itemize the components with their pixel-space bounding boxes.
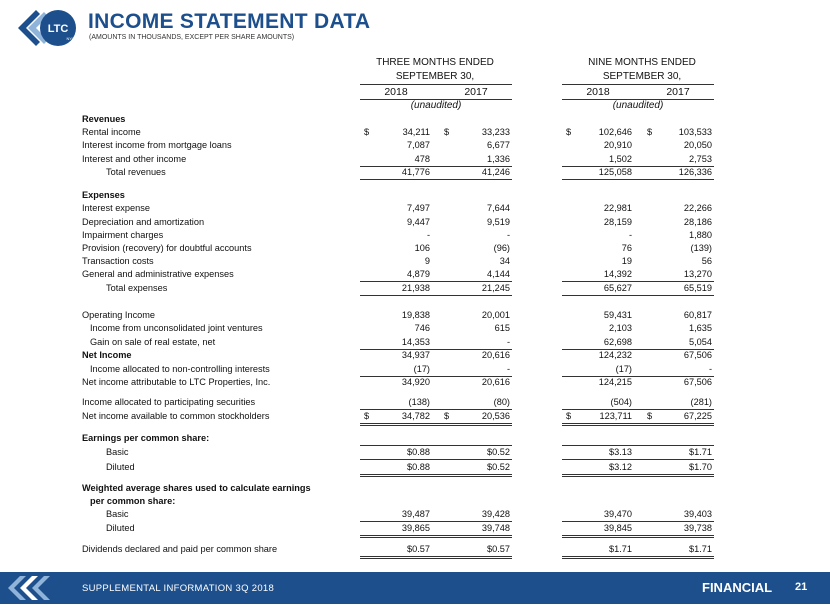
table-row bbox=[0, 322, 830, 335]
total-rule bbox=[562, 295, 714, 296]
row-label: Interest income from mortgage loans bbox=[82, 140, 232, 150]
total-rule bbox=[360, 474, 512, 475]
cell-value: 41,246 bbox=[481, 167, 510, 177]
cell-value: (96) bbox=[493, 243, 510, 253]
cell-value: - bbox=[708, 364, 712, 374]
cell-value: 39,403 bbox=[683, 509, 712, 519]
row-label: Transaction costs bbox=[82, 256, 154, 266]
cell-value: 28,159 bbox=[603, 217, 632, 227]
table-row bbox=[0, 482, 830, 495]
row-label: Depreciation and amortization bbox=[82, 217, 205, 227]
cell-value: 34,782 bbox=[401, 411, 430, 421]
cell-value: $0.52 bbox=[487, 447, 510, 457]
cell-value: (504) bbox=[610, 397, 632, 407]
row-label: Dividends declared and paid per common share bbox=[82, 544, 278, 554]
row-label: Rental income bbox=[82, 127, 141, 137]
cell-value: 2,753 bbox=[689, 154, 712, 164]
cell-value: 124,215 bbox=[598, 377, 632, 387]
total-rule bbox=[562, 459, 714, 460]
logo-text: LTC bbox=[47, 23, 69, 35]
unaudited-label: (unaudited) bbox=[410, 100, 462, 111]
cell-value: $3.13 bbox=[609, 447, 632, 457]
cell-value: 65,627 bbox=[603, 283, 632, 293]
table-row bbox=[0, 543, 830, 556]
table-row bbox=[0, 126, 830, 139]
cell-value: - bbox=[628, 230, 632, 240]
unaudited-label: (unaudited) bbox=[612, 100, 664, 111]
cell-value: $1.71 bbox=[689, 544, 712, 554]
row-label: Gain on sale of real estate, net bbox=[90, 337, 216, 347]
row-label: Interest expense bbox=[82, 203, 150, 213]
table-row bbox=[0, 396, 830, 409]
row-label: Income from unconsolidated joint ventures bbox=[90, 323, 263, 333]
header-rule bbox=[360, 84, 512, 85]
cell-value: 103,533 bbox=[678, 127, 712, 137]
cell-value: $1.71 bbox=[689, 447, 712, 457]
ltc-logo bbox=[14, 6, 80, 50]
row-label: Expenses bbox=[82, 190, 125, 200]
table-row bbox=[0, 153, 830, 166]
cell-value: 39,487 bbox=[401, 509, 430, 519]
cell-value: $3.12 bbox=[609, 462, 632, 472]
cell-value: 1,502 bbox=[609, 154, 632, 164]
row-label: Basic bbox=[106, 447, 129, 457]
cell-value: 106 bbox=[414, 243, 430, 253]
year-col-1: 2018 bbox=[384, 86, 408, 98]
cell-value: 615 bbox=[494, 323, 510, 333]
table-row bbox=[0, 113, 830, 126]
cell-value: 39,865 bbox=[401, 523, 430, 533]
table-row bbox=[0, 189, 830, 202]
cell-value: - bbox=[426, 230, 430, 240]
cell-value: $1.70 bbox=[689, 462, 712, 472]
cell-value: 62,698 bbox=[603, 337, 632, 347]
year-col-4: 2017 bbox=[666, 86, 690, 98]
cell-value: 19 bbox=[621, 256, 632, 266]
table-row bbox=[0, 495, 830, 508]
year-col-3: 2018 bbox=[586, 86, 610, 98]
cell-value: 7,497 bbox=[407, 203, 430, 213]
cell-value: (17) bbox=[615, 364, 632, 374]
cell-value: 33,233 bbox=[481, 127, 510, 137]
row-label: Weighted average shares used to calculate earnings bbox=[82, 483, 311, 493]
row-label: Total revenues bbox=[106, 167, 166, 177]
nine-months-header-line1: NINE MONTHS ENDED bbox=[588, 57, 696, 68]
cell-value: 123,711 bbox=[599, 411, 632, 421]
dollar-sign: $ bbox=[647, 411, 653, 421]
cell-value: 9,519 bbox=[487, 217, 510, 227]
row-label: Basic bbox=[106, 509, 129, 519]
cell-value: 39,738 bbox=[683, 523, 712, 533]
total-rule bbox=[360, 556, 512, 557]
cell-value: 5,054 bbox=[689, 337, 712, 347]
total-rule bbox=[562, 423, 714, 424]
cell-value: $0.88 bbox=[407, 447, 430, 457]
cell-value: - bbox=[506, 337, 510, 347]
cell-value: 34,937 bbox=[401, 350, 430, 360]
dollar-sign: $ bbox=[364, 411, 370, 421]
table-row bbox=[0, 255, 830, 268]
cell-value: 28,186 bbox=[683, 217, 712, 227]
nine-months-header-line2: SEPTEMBER 30, bbox=[602, 71, 682, 82]
cell-value: (281) bbox=[690, 397, 712, 407]
page-number: 21 bbox=[795, 581, 808, 593]
cell-value: 56 bbox=[701, 256, 712, 266]
cell-value: 65,519 bbox=[683, 283, 712, 293]
cell-value: 1,635 bbox=[689, 323, 712, 333]
cell-value: 34,211 bbox=[402, 127, 430, 137]
table-row bbox=[0, 349, 830, 362]
table-row bbox=[0, 268, 830, 281]
table-row bbox=[0, 336, 830, 349]
cell-value: 67,225 bbox=[683, 411, 712, 421]
cell-value: 20,616 bbox=[481, 377, 510, 387]
cell-value: 20,536 bbox=[481, 411, 510, 421]
cell-value: $1.71 bbox=[609, 544, 632, 554]
dollar-sign: $ bbox=[364, 127, 370, 137]
cell-value: (138) bbox=[408, 397, 430, 407]
table-row bbox=[0, 166, 830, 179]
page-subtitle: (AMOUNTS IN THOUSANDS, EXCEPT PER SHARE AMOUNTS) bbox=[89, 34, 295, 41]
total-rule bbox=[360, 476, 512, 477]
total-rule bbox=[562, 556, 714, 557]
total-rule bbox=[360, 459, 512, 460]
three-months-header-line2: SEPTEMBER 30, bbox=[395, 71, 475, 82]
cell-value: $0.52 bbox=[487, 462, 510, 472]
total-rule bbox=[360, 558, 512, 559]
cell-value: (80) bbox=[493, 397, 510, 407]
total-rule bbox=[360, 425, 512, 426]
cell-value: 39,470 bbox=[603, 509, 632, 519]
table-row bbox=[0, 139, 830, 152]
table-row bbox=[0, 446, 830, 459]
cell-value: 102,646 bbox=[598, 127, 632, 137]
total-rule bbox=[562, 535, 714, 536]
row-label: Interest and other income bbox=[82, 154, 187, 164]
table-row bbox=[0, 363, 830, 376]
cell-value: 14,392 bbox=[603, 269, 632, 279]
cell-value: 1,880 bbox=[689, 230, 712, 240]
table-row bbox=[0, 508, 830, 521]
logo-small-text: NYSE bbox=[66, 36, 78, 41]
table-row bbox=[0, 229, 830, 242]
cell-value: 39,845 bbox=[603, 523, 632, 533]
total-rule bbox=[562, 558, 714, 559]
cell-value: 1,336 bbox=[487, 154, 510, 164]
row-label: Diluted bbox=[106, 462, 135, 472]
table-row bbox=[0, 376, 830, 389]
cell-value: 60,817 bbox=[683, 310, 712, 320]
cell-value: 76 bbox=[621, 243, 632, 253]
cell-value: 19,838 bbox=[401, 310, 430, 320]
cell-value: 7,644 bbox=[487, 203, 510, 213]
cell-value: 20,050 bbox=[683, 140, 712, 150]
total-rule bbox=[562, 425, 714, 426]
row-label: per common share: bbox=[90, 496, 176, 506]
total-rule bbox=[562, 476, 714, 477]
cell-value: 39,748 bbox=[481, 523, 510, 533]
dollar-sign: $ bbox=[444, 127, 450, 137]
cell-value: 41,776 bbox=[401, 167, 430, 177]
page-title: INCOME STATEMENT DATA bbox=[88, 10, 371, 33]
cell-value: $0.57 bbox=[487, 544, 510, 554]
row-label: Provision (recovery) for doubtful accounts bbox=[82, 243, 252, 253]
cell-value: 21,245 bbox=[481, 283, 510, 293]
cell-value: 22,266 bbox=[683, 203, 712, 213]
dollar-sign: $ bbox=[647, 127, 653, 137]
cell-value: 6,677 bbox=[487, 140, 510, 150]
footer-bar bbox=[0, 572, 830, 604]
total-rule bbox=[360, 179, 512, 180]
cell-value: 59,431 bbox=[603, 310, 632, 320]
table-row bbox=[0, 282, 830, 295]
row-label: General and administrative expenses bbox=[82, 269, 234, 279]
dollar-sign: $ bbox=[444, 411, 450, 421]
cell-value: 2,103 bbox=[609, 323, 632, 333]
cell-value: - bbox=[506, 230, 510, 240]
cell-value: 20,910 bbox=[603, 140, 632, 150]
cell-value: 21,938 bbox=[401, 283, 430, 293]
cell-value: 9,447 bbox=[407, 217, 430, 227]
total-rule bbox=[360, 295, 512, 296]
row-label: Income allocated to participating securities bbox=[82, 397, 256, 407]
cell-value: 67,506 bbox=[683, 377, 712, 387]
dollar-sign: $ bbox=[566, 411, 572, 421]
row-label: Earnings per common share: bbox=[82, 433, 210, 443]
cell-value: 14,353 bbox=[401, 337, 430, 347]
cell-value: (17) bbox=[413, 364, 430, 374]
cell-value: 7,087 bbox=[407, 140, 430, 150]
footer-text: SUPPLEMENTAL INFORMATION 3Q 2018 bbox=[82, 583, 275, 594]
total-rule bbox=[562, 474, 714, 475]
row-label: Total expenses bbox=[106, 283, 168, 293]
cell-value: $0.57 bbox=[407, 544, 430, 554]
cell-value: 34 bbox=[499, 256, 510, 266]
table-row bbox=[0, 202, 830, 215]
table-row bbox=[0, 410, 830, 423]
row-label: Net income attributable to LTC Properties, Inc. bbox=[82, 377, 271, 387]
cell-value: 126,336 bbox=[678, 167, 712, 177]
footer-section-label: FINANCIAL bbox=[702, 580, 773, 595]
total-rule bbox=[562, 537, 714, 538]
cell-value: 39,428 bbox=[481, 509, 510, 519]
cell-value: 478 bbox=[414, 154, 430, 164]
cell-value: 4,144 bbox=[487, 269, 510, 279]
cell-value: 4,879 bbox=[407, 269, 430, 279]
cell-value: - bbox=[506, 364, 510, 374]
row-label: Impairment charges bbox=[82, 230, 164, 240]
chevron-arrows-icon bbox=[6, 574, 66, 602]
table-row bbox=[0, 522, 830, 535]
table-row bbox=[0, 216, 830, 229]
cell-value: 34,920 bbox=[401, 377, 430, 387]
cell-value: 20,001 bbox=[481, 310, 510, 320]
row-label: Income allocated to non-controlling interests bbox=[90, 364, 270, 374]
total-rule bbox=[562, 179, 714, 180]
row-label: Net Income bbox=[82, 350, 132, 360]
cell-value: 124,232 bbox=[598, 350, 632, 360]
cell-value: 125,058 bbox=[598, 167, 632, 177]
cell-value: (139) bbox=[690, 243, 712, 253]
cell-value: 22,981 bbox=[603, 203, 632, 213]
dollar-sign: $ bbox=[566, 127, 572, 137]
row-label: Revenues bbox=[82, 114, 126, 124]
header-rule bbox=[562, 84, 714, 85]
total-rule bbox=[360, 535, 512, 536]
cell-value: 67,506 bbox=[683, 350, 712, 360]
cell-value: $0.88 bbox=[407, 462, 430, 472]
table-row bbox=[0, 432, 830, 445]
cell-value: 746 bbox=[414, 323, 430, 333]
year-col-2: 2017 bbox=[464, 86, 488, 98]
cell-value: 13,270 bbox=[683, 269, 712, 279]
total-rule bbox=[360, 537, 512, 538]
table-row bbox=[0, 309, 830, 322]
cell-value: 9 bbox=[424, 256, 430, 266]
table-row bbox=[0, 242, 830, 255]
total-rule bbox=[360, 423, 512, 424]
row-label: Operating Income bbox=[82, 310, 156, 320]
cell-value: 20,616 bbox=[481, 350, 510, 360]
row-label: Diluted bbox=[106, 523, 135, 533]
table-row bbox=[0, 461, 830, 474]
three-months-header-line1: THREE MONTHS ENDED bbox=[376, 57, 494, 68]
row-label: Net income available to common stockholders bbox=[82, 411, 270, 421]
